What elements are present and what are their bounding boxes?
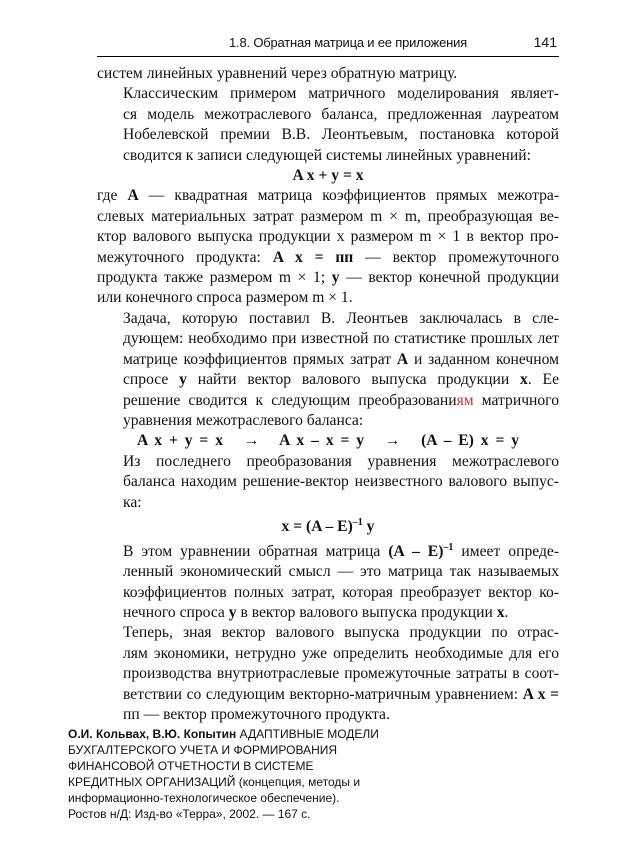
paragraph-intro: Классическим примером матричного моделирования являет- ся модель межотраслевого баланса, предложенная лауреатом Нобелевской премии В.В. Леонтьевым, постановка которой сводится к записи следующей системы линейных уравнений: (123, 85, 559, 164)
citation-authors: О.И. Кольвах, В.Ю. Копытин (68, 727, 237, 741)
paragraph-conclusion: Теперь, зная вектор валового выпуска продукции по отрас- лям экономики, нетрудно уже определить необходимые для его производства внутриотраслевые промежуточные затраты в соот- ветствии со следующим векторно-матричным уравнением: A x = пп — вектор промежуточного продукта. (123, 624, 559, 723)
formula-balance: A x + y = x (292, 167, 364, 185)
paragraph-task: Задача, которую поставил В. Леонтьев заключалась в сле- дующем: необходимо при известной по статистике прошлых лет матрице коэффициентов прямых затрат A и заданном конечном спросе y найти вектор валового выпуска продукции x. Ее решение сводится к следующим преобразованиям матричного уравнения межотраслевого баланса: (123, 309, 559, 429)
page-body (97, 64, 559, 725)
page-number: 141 (533, 34, 557, 50)
running-header (97, 30, 559, 57)
formula-inverse-solution: x = (A – E)$^{-1}$ y (281, 516, 375, 536)
paragraph-meaning: В этом уравнении обратная матрица (A – E)$^{-1}$ имеет опреде- ленный экономический смысл — это матрица так называемых коэффициентов полных затрат, которая преобразует вектор ко- нечного спроса y в вектор валового выпуска продукции x. (123, 541, 560, 621)
chapter-title: 1.8. Обратная матрица и ее приложения (229, 35, 467, 50)
book-citation: О.И. Кольвах, В.Ю. Копытин АДАПТИВНЫЕ МОДЕЛИ БУХГАЛТЕРСКОГО УЧЕТА И ФОРМИРОВАНИЯ ФИНАНСОВОЙ ОТЧЕТНОСТИ В СИСТЕМЕ КРЕДИТНЫХ ОРГАНИЗАЦИЙ (концепция, методы и информационно-технологическое обеспечение). Ростов н/Д: Изд-во «Терра», 2002. — 167 с. (68, 727, 379, 821)
paragraph-continuation: систем линейных уравнений через обратную матрицу. (97, 65, 458, 82)
paragraph-solution: Из последнего преобразования уравнения межотраслевого баланса находим решение-вектор неизвестного валового выпус- ка: (123, 452, 559, 511)
paragraph-definitions: где A — квадратная матрица коэффициентов прямых межотра- слевых материальных затрат размером m × m, преобразующая ве- ктор валового выпуска продукции x размером m × 1 в вектор про- межуточного продукта: A x = пп — вектор промежуточного продукта также размером m × 1; y — вектор конечной продукции или конечного спроса размером m × 1. (97, 187, 560, 307)
formula-transformations: A x + y = x → A x – x = y → (A – E) x = y (136, 432, 520, 450)
